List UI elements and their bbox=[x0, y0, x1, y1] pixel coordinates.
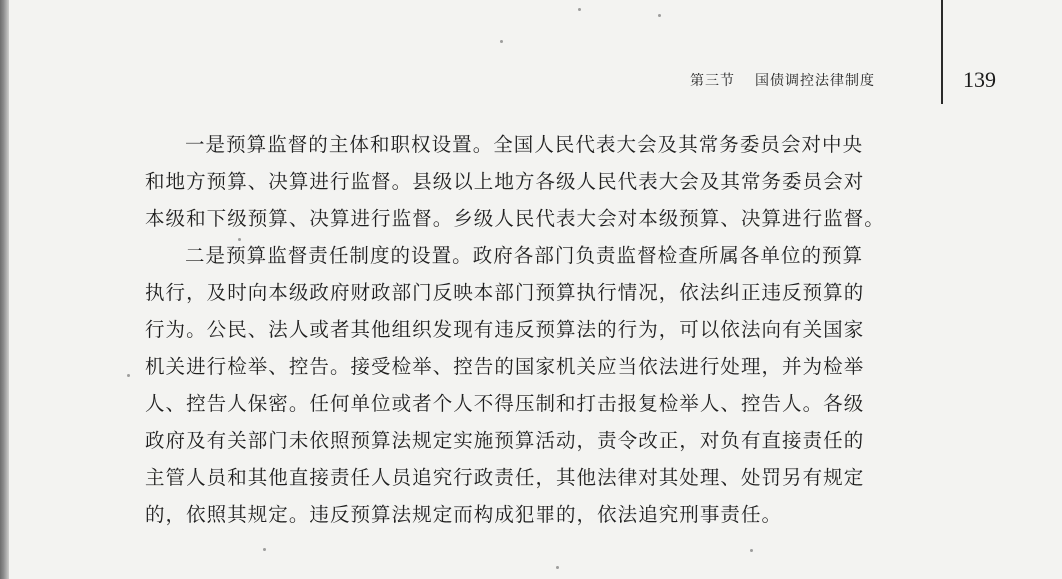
paragraph-line: 人、控告人保密。任何单位或者个人不得压制和打击报复检举人、控告人。各级 bbox=[145, 392, 865, 415]
paragraph-line: 二是预算监督责任制度的设置。政府各部门负责监督检查所属各单位的预算 bbox=[185, 244, 864, 267]
body-text bbox=[145, 126, 945, 533]
paragraph-line: 机关进行检举、控告。接受检举、控告的国家机关应当依法进行处理，并为检举 bbox=[145, 355, 865, 378]
page-edge-shadow bbox=[0, 0, 9, 579]
paragraph-line: 一是预算监督的主体和职权设置。全国人民代表大会及其常务委员会对中央 bbox=[185, 133, 864, 156]
paragraph-line: 本级和下级预算、决算进行监督。乡级人民代表大会对本级预算、决算进行监督。 bbox=[145, 207, 885, 230]
scan-speck bbox=[750, 549, 753, 552]
scan-speck bbox=[263, 548, 266, 551]
scan-speck bbox=[500, 40, 503, 43]
header-vertical-rule bbox=[941, 0, 943, 104]
paragraph-line: 和地方预算、决算进行监督。县级以上地方各级人民代表大会及其常务委员会对 bbox=[145, 170, 865, 193]
paragraph-line: 主管人员和其他直接责任人员追究行政责任，其他法律对其处理、处罚另有规定 bbox=[145, 466, 865, 489]
running-head-chapter-title: 国债调控法律制度 bbox=[755, 73, 875, 89]
page-number: 139 bbox=[963, 67, 996, 92]
paragraph-line: 政府及有关部门未依照预算法规定实施预算活动，责令改正，对负有直接责任的 bbox=[145, 429, 865, 452]
scan-speck bbox=[658, 14, 661, 17]
running-head bbox=[690, 70, 875, 90]
scan-speck bbox=[238, 238, 241, 241]
running-head-section: 第三节 bbox=[690, 73, 735, 89]
scan-speck bbox=[556, 566, 559, 569]
paragraph-line: 行为。公民、法人或者其他组织发现有违反预算法的行为，可以依法向有关国家 bbox=[145, 318, 865, 341]
scan-speck bbox=[578, 8, 581, 11]
paragraph-line: 的，依照其规定。违反预算法规定而构成犯罪的，依法追究刑事责任。 bbox=[145, 503, 783, 526]
paragraph-line: 执行，及时向本级政府财政部门反映本部门预算执行情况，依法纠正违反预算的 bbox=[145, 281, 865, 304]
scan-speck bbox=[127, 374, 130, 377]
